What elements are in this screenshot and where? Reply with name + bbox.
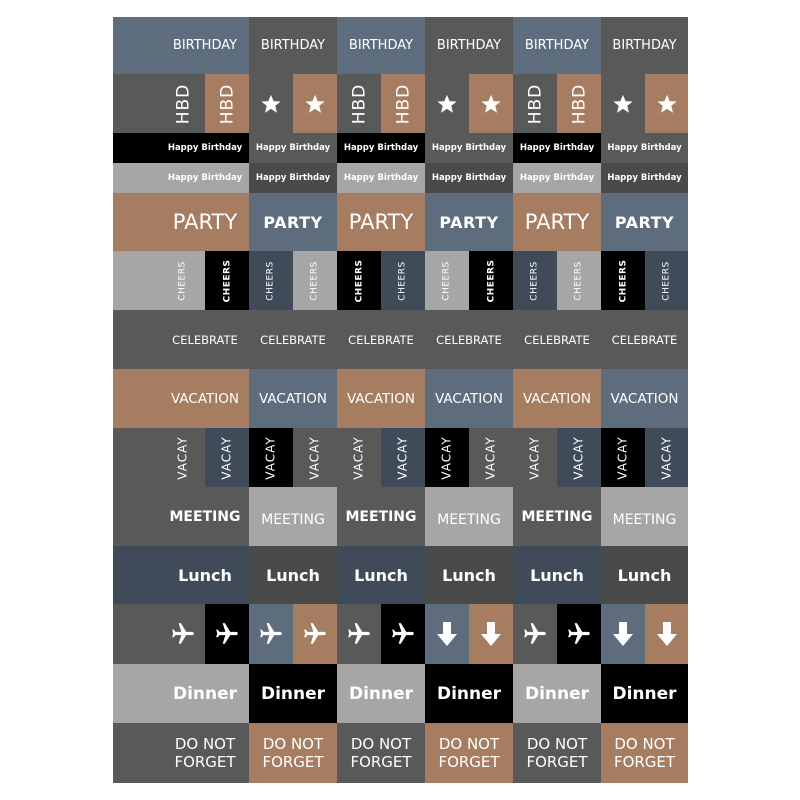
celebrate-sticker: CELEBRATE (337, 310, 425, 369)
star-icon (249, 74, 293, 133)
meeting-sticker: MEETING (601, 487, 688, 546)
airplane-icon (557, 604, 601, 664)
color-block (113, 74, 161, 133)
cheers-sticker: CHEERS (469, 251, 513, 310)
arrow-down-icon (645, 604, 688, 664)
row-lunch (113, 546, 688, 604)
color-block (113, 17, 161, 74)
lunch-sticker: Lunch (249, 546, 337, 604)
star-icon (293, 74, 337, 133)
row-party (113, 193, 688, 251)
row-meeting (113, 487, 688, 546)
vacation-sticker: VACATION (249, 369, 337, 428)
vacay-sticker: VACAY (645, 428, 688, 487)
hbd-sticker: HBD (337, 74, 381, 133)
birthday-sticker: BIRTHDAY (513, 17, 601, 74)
lunch-sticker: Lunch (425, 546, 513, 604)
sticker-sheet (113, 17, 688, 783)
vacation-sticker: VACATION (337, 369, 425, 428)
happy-birthday-sticker: Happy Birthday (161, 133, 249, 163)
dinner-sticker: Dinner (601, 664, 688, 723)
arrow-down-icon (425, 604, 469, 664)
happy-birthday-sticker: Happy Birthday (337, 133, 425, 163)
row-icons (113, 604, 688, 664)
hbd-sticker: HBD (513, 74, 557, 133)
dinner-sticker: Dinner (425, 664, 513, 723)
row-dinner (113, 664, 688, 723)
do-not-forget-sticker: DO NOT FORGET (601, 723, 688, 783)
row-cheers (113, 251, 688, 310)
dinner-sticker: Dinner (249, 664, 337, 723)
birthday-sticker: BIRTHDAY (425, 17, 513, 74)
vacay-sticker: VACAY (513, 428, 557, 487)
airplane-icon (249, 604, 293, 664)
celebrate-sticker: CELEBRATE (513, 310, 601, 369)
birthday-sticker: BIRTHDAY (337, 17, 425, 74)
vacay-sticker: VACAY (161, 428, 205, 487)
color-block (113, 604, 161, 664)
vacation-sticker: VACATION (601, 369, 688, 428)
happy-birthday-sticker: Happy Birthday (249, 133, 337, 163)
color-block (113, 310, 161, 369)
row-celebrate (113, 310, 688, 369)
color-block (113, 487, 161, 546)
color-block (113, 664, 161, 723)
happy-birthday-sticker: Happy Birthday (249, 163, 337, 193)
happy-birthday-sticker: Happy Birthday (513, 163, 601, 193)
meeting-sticker: MEETING (249, 487, 337, 546)
happy-birthday-sticker: Happy Birthday (337, 163, 425, 193)
color-block (113, 546, 161, 604)
party-sticker: PARTY (161, 193, 249, 251)
meeting-sticker: MEETING (425, 487, 513, 546)
color-block (113, 163, 161, 193)
cheers-sticker: CHEERS (205, 251, 249, 310)
party-sticker: PARTY (601, 193, 688, 251)
dinner-sticker: Dinner (161, 664, 249, 723)
happy-birthday-sticker: Happy Birthday (601, 133, 688, 163)
hbd-sticker: HBD (205, 74, 249, 133)
cheers-sticker: CHEERS (425, 251, 469, 310)
airplane-icon (205, 604, 249, 664)
do-not-forget-sticker: DO NOT FORGET (425, 723, 513, 783)
vacay-sticker: VACAY (469, 428, 513, 487)
vacation-sticker: VACATION (425, 369, 513, 428)
cheers-sticker: CHEERS (601, 251, 645, 310)
row-do-not-forget (113, 723, 688, 783)
happy-birthday-sticker: Happy Birthday (601, 163, 688, 193)
row-vacay (113, 428, 688, 487)
vacay-sticker: VACAY (381, 428, 425, 487)
row-vacation (113, 369, 688, 428)
happy-birthday-sticker: Happy Birthday (161, 163, 249, 193)
star-icon (645, 74, 688, 133)
cheers-sticker: CHEERS (161, 251, 205, 310)
happy-birthday-sticker: Happy Birthday (425, 133, 513, 163)
airplane-icon (293, 604, 337, 664)
meeting-sticker: MEETING (337, 487, 425, 546)
dinner-sticker: Dinner (337, 664, 425, 723)
row-hbd (113, 74, 688, 133)
lunch-sticker: Lunch (337, 546, 425, 604)
party-sticker: PARTY (249, 193, 337, 251)
party-sticker: PARTY (425, 193, 513, 251)
star-icon (425, 74, 469, 133)
hbd-sticker: HBD (161, 74, 205, 133)
meeting-sticker: MEETING (161, 487, 249, 546)
color-block (113, 251, 161, 310)
row-birthday (113, 17, 688, 74)
do-not-forget-sticker: DO NOT FORGET (513, 723, 601, 783)
vacay-sticker: VACAY (249, 428, 293, 487)
happy-birthday-sticker: Happy Birthday (425, 163, 513, 193)
birthday-sticker: BIRTHDAY (601, 17, 688, 74)
color-block (113, 133, 161, 163)
vacay-sticker: VACAY (337, 428, 381, 487)
vacay-sticker: VACAY (425, 428, 469, 487)
airplane-icon (513, 604, 557, 664)
color-block (113, 428, 161, 487)
star-icon (601, 74, 645, 133)
celebrate-sticker: CELEBRATE (249, 310, 337, 369)
celebrate-sticker: CELEBRATE (161, 310, 249, 369)
color-block (113, 193, 161, 251)
do-not-forget-sticker: DO NOT FORGET (337, 723, 425, 783)
airplane-icon (161, 604, 205, 664)
star-icon (469, 74, 513, 133)
dinner-sticker: Dinner (513, 664, 601, 723)
hbd-sticker: HBD (557, 74, 601, 133)
celebrate-sticker: CELEBRATE (425, 310, 513, 369)
party-sticker: PARTY (337, 193, 425, 251)
birthday-sticker: BIRTHDAY (249, 17, 337, 74)
lunch-sticker: Lunch (601, 546, 688, 604)
color-block (113, 369, 161, 428)
party-sticker: PARTY (513, 193, 601, 251)
vacay-sticker: VACAY (293, 428, 337, 487)
lunch-sticker: Lunch (513, 546, 601, 604)
do-not-forget-sticker: DO NOT FORGET (161, 723, 249, 783)
arrow-down-icon (469, 604, 513, 664)
vacation-sticker: VACATION (513, 369, 601, 428)
color-block (113, 723, 161, 783)
cheers-sticker: CHEERS (381, 251, 425, 310)
airplane-icon (381, 604, 425, 664)
vacation-sticker: VACATION (161, 369, 249, 428)
meeting-sticker: MEETING (513, 487, 601, 546)
row-happy-birthday (113, 163, 688, 193)
vacay-sticker: VACAY (205, 428, 249, 487)
arrow-down-icon (601, 604, 645, 664)
happy-birthday-sticker: Happy Birthday (513, 133, 601, 163)
cheers-sticker: CHEERS (557, 251, 601, 310)
do-not-forget-sticker: DO NOT FORGET (249, 723, 337, 783)
vacay-sticker: VACAY (601, 428, 645, 487)
cheers-sticker: CHEERS (513, 251, 557, 310)
vacay-sticker: VACAY (557, 428, 601, 487)
airplane-icon (337, 604, 381, 664)
cheers-sticker: CHEERS (293, 251, 337, 310)
cheers-sticker: CHEERS (337, 251, 381, 310)
hbd-sticker: HBD (381, 74, 425, 133)
cheers-sticker: CHEERS (249, 251, 293, 310)
cheers-sticker: CHEERS (645, 251, 688, 310)
birthday-sticker: BIRTHDAY (161, 17, 249, 74)
row-happy-birthday (113, 133, 688, 163)
lunch-sticker: Lunch (161, 546, 249, 604)
celebrate-sticker: CELEBRATE (601, 310, 688, 369)
